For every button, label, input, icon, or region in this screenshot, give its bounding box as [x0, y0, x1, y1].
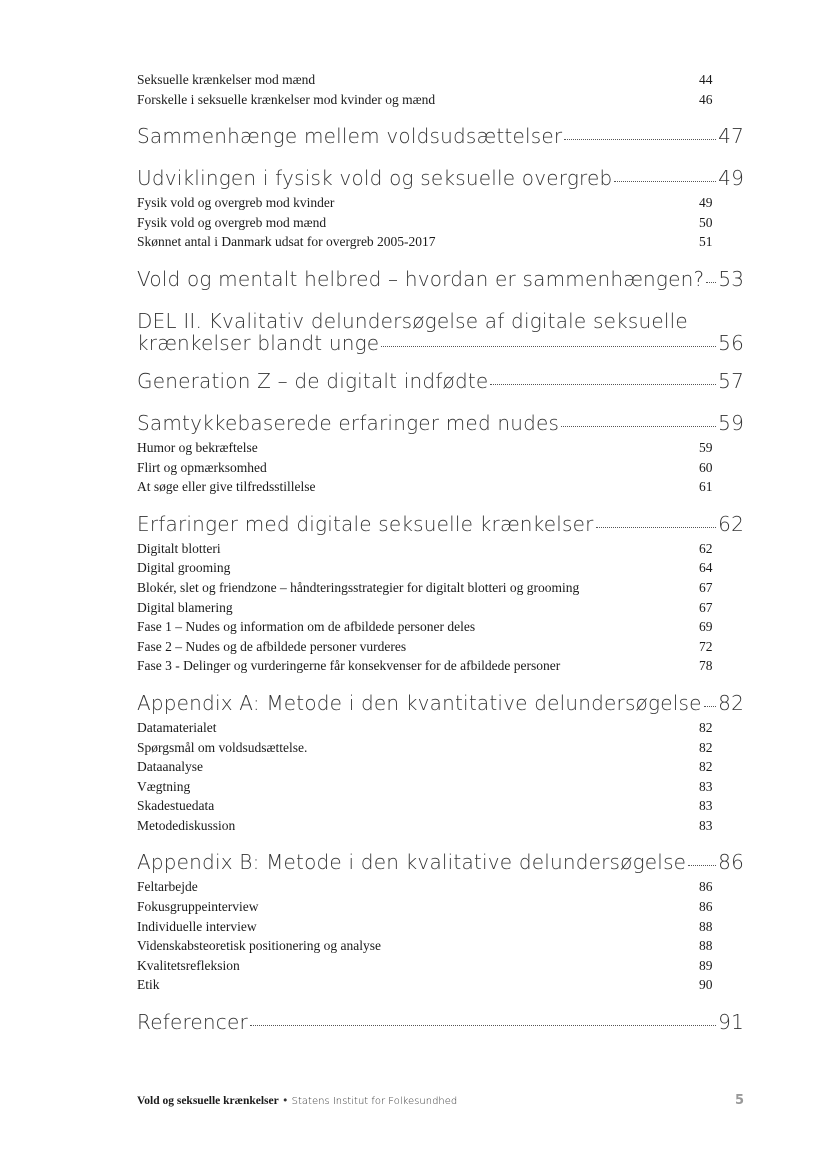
toc-section-heading[interactable]	[137, 851, 744, 877]
toc-entry-page: 62	[699, 540, 713, 556]
dot-leader	[561, 426, 716, 427]
toc-entry-title: Humor og bekræftelse	[137, 439, 258, 455]
toc-subentry[interactable]	[137, 975, 744, 995]
toc-entry-title: Fase 1 – Nudes og information om de afbildede personer deles	[137, 619, 476, 635]
toc-entry-title: Vægtning	[137, 778, 191, 794]
toc-entry-title: Fase 2 – Nudes og de afbildede personer vurderes	[137, 638, 407, 654]
footer-page-number: 5	[734, 1093, 744, 1108]
toc-entry-title: Fokusgruppeinterview	[137, 899, 259, 915]
toc-heading-page: 91	[718, 1010, 744, 1035]
toc-section-heading[interactable]	[137, 310, 744, 354]
toc-entry-page: 88	[699, 918, 713, 934]
toc-subentry[interactable]	[137, 617, 744, 637]
toc-subentry[interactable]	[137, 796, 744, 816]
dot-leader	[706, 282, 716, 283]
toc-entry-page: 86	[699, 879, 713, 895]
toc-section-heading[interactable]	[137, 412, 744, 438]
toc-entry-title: Digitalt blotteri	[137, 540, 221, 556]
toc-entry-title: Skadestuedata	[137, 798, 215, 814]
toc-heading-title: Referencer	[137, 1010, 248, 1035]
page-footer	[137, 1093, 744, 1108]
toc-subentry[interactable]	[137, 539, 744, 559]
footer-separator: •	[278, 1095, 292, 1107]
toc-entry-page: 46	[699, 91, 713, 107]
toc-subentry[interactable]	[137, 578, 744, 598]
toc-heading-title: Generation Z – de digitalt indfødte	[137, 368, 489, 393]
toc-entry-page: 59	[699, 439, 713, 455]
toc-entry-page: 67	[699, 579, 713, 595]
footer-citation	[137, 1095, 457, 1107]
toc-subentry[interactable]	[137, 438, 744, 458]
dot-leader	[381, 346, 716, 347]
toc-entry-title: At søge eller give tilfredsstillelse	[137, 479, 316, 495]
toc-entry-title: Spørgsmål om voldsudsættelse.	[137, 739, 308, 755]
toc-heading-page: 53	[718, 266, 745, 291]
toc-entry-title: Digital grooming	[137, 560, 231, 576]
toc-section-heading[interactable]	[137, 692, 744, 718]
toc-heading-title: Erfaringer med digitale seksuelle krænkelser	[137, 511, 594, 536]
toc-subentry[interactable]	[137, 757, 744, 777]
toc-heading-page: 49	[718, 166, 744, 191]
toc-section-heading[interactable]	[137, 125, 744, 151]
toc-entry-page: 60	[699, 459, 713, 475]
table-of-contents	[137, 70, 744, 1037]
toc-entry-page: 88	[699, 938, 713, 954]
toc-entry-page: 49	[699, 195, 713, 211]
toc-entry-title: Kvalitetsrefleksion	[137, 957, 240, 973]
toc-heading-title-line2: krænkelser blandt unge	[137, 330, 380, 355]
toc-entry-page: 50	[699, 214, 713, 230]
dot-leader	[614, 181, 716, 182]
toc-subentry[interactable]	[137, 917, 744, 937]
toc-entry-title: Dataanalyse	[137, 759, 203, 775]
toc-heading-page: 86	[718, 850, 744, 875]
toc-heading-page: 57	[718, 368, 744, 393]
toc-subentry[interactable]	[137, 816, 744, 836]
dot-leader	[564, 139, 716, 140]
toc-subentry[interactable]	[137, 777, 744, 797]
toc-section-heading[interactable]	[137, 370, 744, 396]
toc-entry-page: 86	[699, 899, 713, 915]
toc-subentry[interactable]	[137, 477, 744, 497]
toc-section-heading[interactable]	[137, 513, 744, 539]
toc-subentry[interactable]	[137, 458, 744, 478]
toc-subentry[interactable]	[137, 637, 744, 657]
toc-entry-title: Individuelle interview	[137, 918, 257, 934]
toc-heading-title: Vold og mentalt helbred – hvordan er sammenhængen?	[137, 266, 705, 291]
toc-subentry[interactable]	[137, 656, 744, 676]
dot-leader	[704, 706, 717, 707]
toc-section-heading[interactable]	[137, 1011, 744, 1037]
toc-entry-title: Fase 3 - Delinger og vurderingerne får konsekvenser for de afbildede personer	[137, 658, 561, 674]
toc-subentry[interactable]	[137, 232, 744, 252]
toc-heading-title: Appendix B: Metode i den kvalitative delundersøgelse	[137, 850, 687, 875]
toc-subentry[interactable]	[137, 598, 744, 618]
toc-entry-title: Fysik vold og overgreb mod mænd	[137, 214, 327, 230]
toc-section-heading[interactable]	[137, 268, 744, 294]
dot-leader	[250, 1025, 716, 1026]
toc-entry-title: Forskelle i seksuelle krænkelser mod kvinder og mænd	[137, 91, 436, 107]
toc-entry-title: Skønnet antal i Danmark udsat for overgreb 2005-2017	[137, 234, 436, 250]
toc-heading-page: 59	[718, 410, 744, 435]
toc-heading-page: 62	[718, 511, 744, 536]
toc-entry-page: 51	[699, 234, 713, 250]
toc-subentry[interactable]	[137, 558, 744, 578]
toc-entry-page: 82	[699, 719, 713, 735]
toc-entry-page: 83	[699, 778, 713, 794]
toc-subentry[interactable]	[137, 738, 744, 758]
toc-entry-title: Metodediskussion	[137, 817, 236, 833]
footer-report-title: Vold og seksuelle krænkelser	[137, 1095, 279, 1107]
toc-section-heading[interactable]	[137, 167, 744, 193]
toc-subentry[interactable]	[137, 897, 744, 917]
toc-entry-page: 67	[699, 599, 713, 615]
toc-heading-title: Appendix A: Metode i den kvantitative delundersøgelse	[137, 690, 702, 715]
toc-subentry[interactable]	[137, 213, 744, 233]
toc-subentry[interactable]	[137, 70, 744, 90]
toc-entry-page: 72	[699, 638, 713, 654]
toc-entry-page: 89	[699, 957, 713, 973]
toc-heading-title: Samtykkebaserede erfaringer med nudes	[137, 410, 560, 435]
toc-heading-title-line1: DEL II. Kvalitativ delundersøgelse af digitale seksuelle	[137, 308, 688, 333]
toc-entry-title: Videnskabsteoretisk positionering og analyse	[137, 938, 382, 954]
toc-entry-page: 83	[699, 817, 713, 833]
toc-heading-page: 56	[718, 330, 744, 355]
toc-heading-title: Udviklingen i fysisk vold og seksuelle overgreb	[137, 166, 613, 191]
toc-entry-title: Etik	[137, 977, 160, 993]
toc-entry-title: Fysik vold og overgreb mod kvinder	[137, 195, 335, 211]
toc-subentry[interactable]	[137, 718, 744, 738]
toc-entry-page: 64	[699, 560, 713, 576]
toc-entry-page: 69	[699, 619, 713, 635]
toc-subentry[interactable]	[137, 956, 744, 976]
toc-entry-title: Blokér, slet og friendzone – håndteringsstrategier for digitalt blotteri og grooming	[137, 579, 580, 595]
dot-leader	[490, 384, 716, 385]
toc-entry-page: 82	[699, 759, 713, 775]
toc-heading-page: 82	[718, 690, 744, 715]
toc-heading-title: Sammenhænge mellem voldsudsættelser	[137, 124, 563, 149]
toc-entry-title: Flirt og opmærksomhed	[137, 459, 267, 475]
toc-entry-page: 78	[699, 658, 713, 674]
dot-leader	[688, 865, 716, 866]
toc-entry-page: 90	[699, 977, 713, 993]
toc-entry-page: 83	[699, 798, 713, 814]
toc-subentry[interactable]	[137, 936, 744, 956]
toc-heading-page: 47	[718, 124, 744, 149]
toc-entry-title: Digital blamering	[137, 599, 233, 615]
dot-leader	[596, 527, 717, 528]
toc-subentry[interactable]	[137, 90, 744, 110]
toc-entry-page: 61	[699, 479, 713, 495]
toc-entry-page: 44	[699, 72, 713, 87]
toc-entry-title: Seksuelle krænkelser mod mænd	[137, 72, 316, 87]
toc-subentry[interactable]	[137, 193, 744, 213]
toc-entry-page: 82	[699, 739, 713, 755]
toc-entry-title: Datamaterialet	[137, 719, 217, 735]
toc-entry-title: Feltarbejde	[137, 879, 198, 895]
footer-institute: Statens Institut for Folkesundhed	[291, 1096, 458, 1107]
toc-subentry[interactable]	[137, 877, 744, 897]
